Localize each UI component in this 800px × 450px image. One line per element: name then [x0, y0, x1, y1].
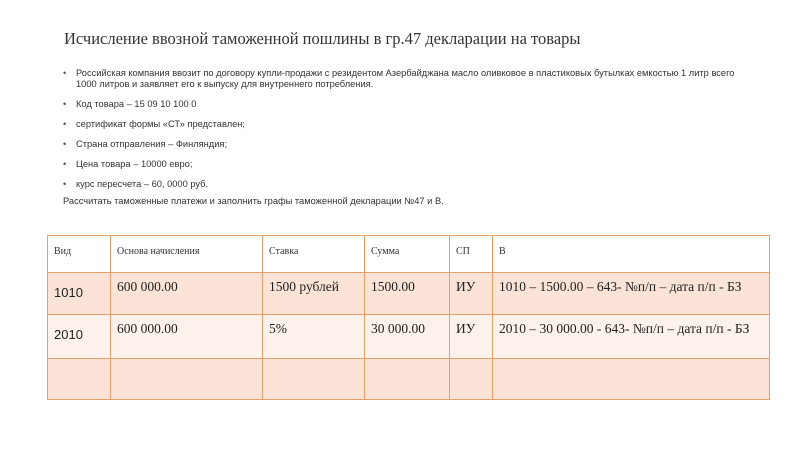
header-cell-base: Основа начисления [111, 236, 263, 273]
cell-b [493, 359, 770, 400]
condition-item: • Российская компания ввозит по договору купли-продажи с резидентом Азербайджана масло оливковое в пластиковых бутылках емкостью 1 литр всего 1000 литров и заявляет его к выпуску для внутреннего потребления. [63, 68, 753, 90]
condition-item: • Код товара – 15 09 10 100 0 [63, 99, 753, 110]
header-cell-b: В [493, 236, 770, 273]
cell-sp: ИУ [450, 273, 493, 315]
cell-amount: 1500.00 [365, 273, 450, 315]
cell-base: 600 000.00 [111, 315, 263, 359]
header-cell-vid: Вид [48, 236, 111, 273]
cell-rate [263, 359, 365, 400]
task-statement: Рассчитать таможенные платежи и заполнить графы таможенной декларации №47 и В. [63, 196, 444, 206]
header-cell-amount: Сумма [365, 236, 450, 273]
cell-base: 600 000.00 [111, 273, 263, 315]
table-header-row [48, 236, 770, 273]
cell-rate: 1500 рублей [263, 273, 365, 315]
table-row [48, 273, 770, 315]
cell-b: 2010 – 30 000.00 - 643- №п/п – дата п/п - БЗ [493, 315, 770, 359]
cell-sp [450, 359, 493, 400]
condition-item: • Цена товара – 10000 евро; [63, 159, 753, 170]
condition-item: • Страна отправления – Финляндия; [63, 139, 753, 150]
condition-item: • курс пересчета – 60, 0000 руб. [63, 179, 753, 190]
cell-vid: 1010 [48, 273, 111, 315]
table-row [48, 315, 770, 359]
header-cell-rate: Ставка [263, 236, 365, 273]
cell-amount [365, 359, 450, 400]
table-row-empty [48, 359, 770, 400]
cell-amount: 30 000.00 [365, 315, 450, 359]
cell-vid [48, 359, 111, 400]
conditions-list [63, 68, 753, 199]
condition-item: • сертификат формы «СТ» представлен; [63, 119, 753, 130]
slide-title: Исчисление ввозной таможенной пошлины в гр.47 декларации на товары [64, 29, 581, 48]
cell-b: 1010 – 1500.00 – 643- №п/п – дата п/п - БЗ [493, 273, 770, 315]
cell-vid: 2010 [48, 315, 111, 359]
declaration-table [47, 235, 770, 400]
cell-rate: 5% [263, 315, 365, 359]
cell-base [111, 359, 263, 400]
header-cell-sp: СП [450, 236, 493, 273]
cell-sp: ИУ [450, 315, 493, 359]
